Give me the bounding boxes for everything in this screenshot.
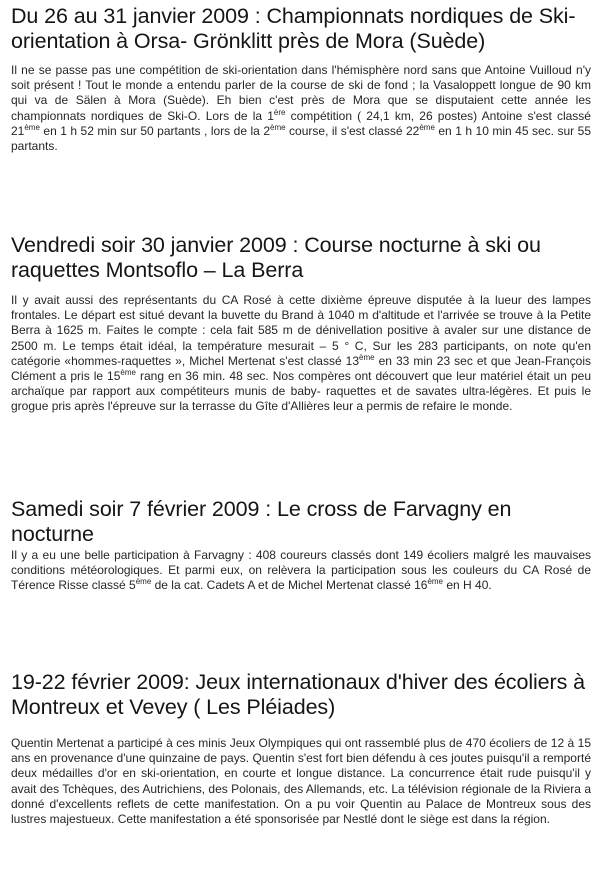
article-title: Samedi soir 7 février 2009 : Le cross de Farvagny en nocturne [11, 497, 512, 546]
article-cross-farvagny [11, 497, 591, 594]
article-title: Vendredi soir 30 janvier 2009 : Course nocturne à ski ou raquettes Montsoflo – La Berra [11, 233, 541, 282]
article-title: Du 26 au 31 janvier 2009 : Championnats nordiques de Ski-orientation à Orsa- Grönklitt près de Mora (Suède) [11, 4, 576, 53]
article-body: Quentin Mertenat a participé à ces minis Jeux Olympiques qui ont rassemblé plus de 470 écoliers de 12 à 15 ans en provenance d'une quinzaine de pays. Quentin s'est fort bien défendu à ces joutes puisqu'il a remporté deux médailles d'or en ski-orientation, en courte et longue distance. La concurrence était rude puisqu'il y avait des Tchèques, des Autrichiens, des Polonais, des Allemands, etc. La télévision régionale de la Riviera a donné d'excellents reflets de cette manifestation. On a pu voir Quentin au Palace de Montreux sous des lustres majestueux. Cette manifestation a été sponsorisée par Nestlé dont le siège est dans la région. [11, 736, 591, 827]
article-night-race-la-berra [11, 233, 591, 415]
article-winter-games-montreux [11, 670, 591, 827]
article-body: Il y avait aussi des représentants du CA Rosé à cette dixième épreuve disputée à la lueur des lampes frontales. Le départ est situé devant la buvette du Brand à 1040 m d'altitude et l'arrivée se trouve à la Petite Berra à 1625 m. Faites le compte : cela fait 585 m de dénivellation positive à avaler sur une distance de 2500 m. Le temps était idéal, la température mesurait – 5 ° C, Sur les 283 participants, on note qu'en catégorie «hommes-raquettes », Michel Mertenat s'est classé 13ème en 33 min 23 sec et que Jean-François Clément a pris le 15ème rang en 36 min. 48 sec. Nos compères ont découvert que leur matériel était un peu archaïque par rapport aux compétiteurs munis de baby- raquettes et de savates ultra-légères. Et puis le grogue pris après l'épreuve sur la terrasse du Gîte d'Allières leur a permis de refaire le monde. [11, 293, 591, 414]
article-body: Il y a eu une belle participation à Farvagny : 408 coureurs classés dont 149 écoliers malgré les mauvaises conditions météorologiques. Et parmi eux, on relèvera la participation sous les couleurs du CA Rosé de Térence Risse classé 5ème de la cat. Cadets A et de Michel Mertenat classé 16ème en H 40. [11, 548, 591, 593]
article-nordic-ski-orienteering [11, 4, 591, 154]
article-body: Il ne se passe pas une compétition de ski-orientation dans l'hémisphère nord sans que Antoine Vuilloud n'y soit présent ! Tout le monde a entendu parler de la course de ski de fond ; la Vasaloppett longue de 90 km qui va de Sälen à Mora (Suède). Eh bien c'est près de Mora que se disputaient cette année les championnats nordiques de Ski-O. Lors de la 1ère compétition ( 24,1 km, 26 postes) Antoine s'est classé 21ème en 1 h 52 min sur 50 partants , lors de la 2ème course, il s'est classé 22ème en 1 h 10 min 45 sec. sur 55 partants. [11, 63, 591, 154]
article-title: 19-22 février 2009: Jeux internationaux d'hiver des écoliers à Montreux et Vevey ( Les Pléiades) [11, 670, 585, 719]
